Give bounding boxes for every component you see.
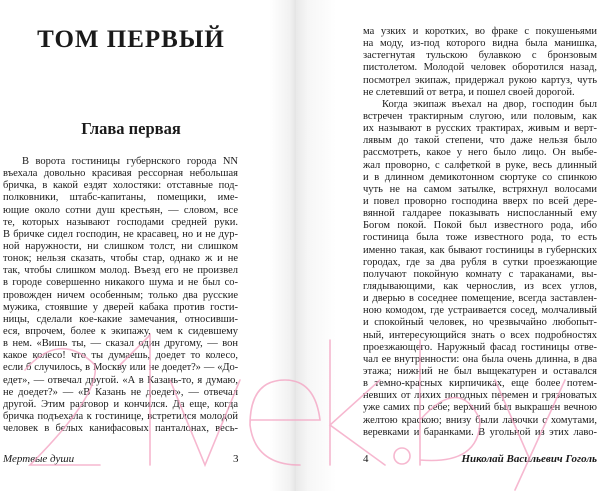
text-line: ною комодом, где устраивается сосед, молчаливый <box>363 305 597 317</box>
text-line: и повел проворно господина вверх по всей дере- <box>363 195 597 207</box>
text-line: гостиница была тоже известного рода, то есть <box>363 232 597 244</box>
text-line: невших от лихих погодных перемен и грязноватых <box>363 390 597 402</box>
text-line: едет», — отвечал другой. «А в Казань-то, я думаю, <box>3 374 238 386</box>
text-line: бричка, в какой ездят холостяки: отставные под- <box>3 180 238 192</box>
text-line: человек в белых канифасовых панталонах, весь- <box>3 423 238 435</box>
footer-author: Николай Васильевич Гоголь <box>461 453 597 465</box>
text-line: въехала довольно красивая рессорная небольшая <box>3 168 238 180</box>
text-line: и спокойный человек, но чрезвычайно любопыт- <box>363 317 597 329</box>
text-line: какое колесо! что ты думаешь, доедет то колесо, <box>3 350 238 362</box>
text-line: так, чтобы слишком молод. Въезд его не произвел <box>3 265 238 277</box>
text-line: именно такая, как бывают гостиницы в губернских <box>363 244 597 256</box>
text-line: этажа; нижний не был выщекатурен и оставался <box>363 365 597 377</box>
text-line: в нем. «Вишь ты, — сказал один другому, — вон <box>3 338 238 350</box>
text-line: уже самих по себе; верхний был выкрашен вечною <box>363 402 597 414</box>
text-line: вянной галдарее показывать ниспосланный ему <box>363 208 597 220</box>
text-line: тонок; нельзя сказать, чтобы стар, однако ж и не <box>3 253 238 265</box>
text-line: жал проворно, с салфеткой в руке, весь длинный <box>363 159 597 171</box>
text-line: получают покойную комнату с тараканами, вы- <box>363 268 597 280</box>
text-line: не слетевший от ветра, и пошел своей дорогой. <box>363 86 575 98</box>
text-line: на моду, из-под которого видна была манишка, <box>363 38 597 50</box>
text-line: в городе совершенно никакого шума и не был со- <box>3 277 238 289</box>
text-line: те, которых называют господами средней руки. <box>3 216 238 228</box>
text-line: ный, интересующийся знать о всех подробностях <box>363 329 597 341</box>
text-line: ющие около сотни душ крестьян, — словом, все <box>3 204 238 216</box>
text-line: Когда экипаж въехал на двор, господин был <box>382 98 597 110</box>
text-line: Богом покой. Покой был известного рода, ибо <box>363 220 597 232</box>
chapter-title: Глава первая <box>81 119 181 138</box>
text-line: городах, где за два рубля в сутки проезжающие <box>363 256 597 268</box>
text-line: полковники, штабс-капитаны, помещики, име- <box>3 192 238 204</box>
text-line: и дверью в соседнее помещение, всегда заставлен- <box>363 293 597 305</box>
text-line: застегнутая тульскою булавкою с бронзовым <box>363 50 597 62</box>
text-line: встречен трактирным слугою, или половым, как <box>363 110 597 122</box>
text-line: чуть не на самом затылке, встряхнул волосами <box>363 183 597 195</box>
volume-title: ТОМ ПЕРВЫЙ <box>37 26 225 53</box>
text-line: посмотрел экипаж, придержал рукою картуз, чуть <box>363 74 597 86</box>
text-line: проезжающего. Наружный фасад гостиницы отве- <box>363 341 597 353</box>
text-line: в темно-красных кирпичиках, еще более потем- <box>363 378 597 390</box>
text-line: веревками и баранками. В угольной из этих лаво- <box>363 426 597 438</box>
right-body-text <box>363 26 597 439</box>
text-line: бричка подъехала к гостинице, встретился молодой <box>3 410 238 422</box>
text-line: не доедет?» — «В Казань не доедет», — отвечал <box>3 386 238 398</box>
text-line: В ворота гостиницы губернского города NN <box>22 156 238 167</box>
text-line: если б случилось, в Москву или не доедет?» — «До- <box>3 362 238 374</box>
text-line: чал ее внутренности: она была очень длинна, в два <box>363 353 597 365</box>
text-line: еся, впрочем, более к экипажу, чем к сидевшему <box>3 325 238 337</box>
text-line: ма узких и коротких, во фраке с покушеньями <box>363 26 597 37</box>
text-line: глядывающими, как чернослив, из всех углов, <box>363 280 597 292</box>
left-page <box>0 0 296 491</box>
right-page <box>296 0 600 491</box>
text-line: лявым до такой степени, что даже нельзя было <box>363 135 597 147</box>
text-line: В бричке сидел господин, не красавец, но и не дур- <box>3 228 238 240</box>
text-line: рассмотреть, какое у него было лицо. Он выбе- <box>363 147 597 159</box>
text-line: мужика, стоявшие у дверей кабака против гости- <box>3 301 238 313</box>
footer-book-title: Мертвые души <box>3 453 75 465</box>
text-line: ной наружности, ни слишком толст, ни слишком <box>3 240 238 252</box>
text-line: ницы, сделали кое-какие замечания, относивши- <box>3 313 238 325</box>
text-line: другой. Этим разговор и кончился. Да еще, когда <box>3 398 238 410</box>
page-number-left: 3 <box>233 453 239 465</box>
left-body-text <box>3 156 238 435</box>
page-number-right: 4 <box>363 453 369 465</box>
text-line: провожден ничем особенным; только два русские <box>3 289 238 301</box>
text-line: и в длинном демикотонном сюртуке со спинкою <box>363 171 597 183</box>
text-line: пистолетом. Молодой человек оборотился назад, <box>363 62 597 74</box>
text-line: их называют в русских трактирах, живым и верт- <box>363 123 597 135</box>
text-line: желтою краскою; внизу были лавочки с хомутами, <box>363 414 597 426</box>
